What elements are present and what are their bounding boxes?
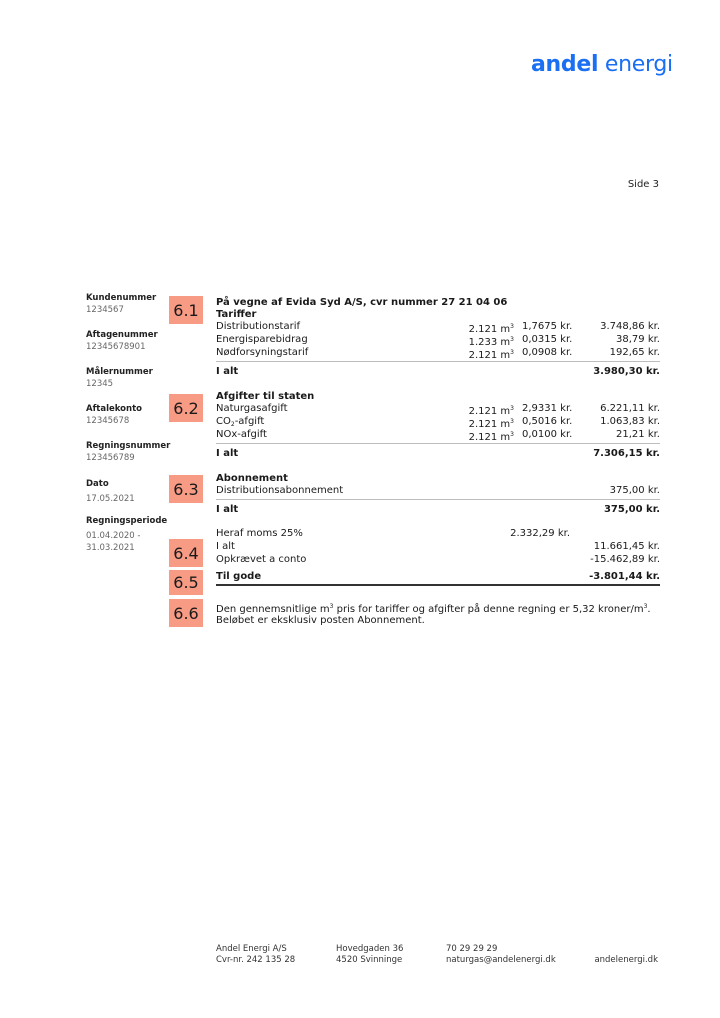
- footer-company: [216, 944, 295, 966]
- subtotal-amount: 3.980,30 kr.: [593, 366, 660, 377]
- item-quantity: 2.121 $m^3$: [468, 349, 514, 361]
- field-value: 12345678: [86, 416, 130, 426]
- footer-company-name: Andel Energi A/S: [216, 944, 287, 954]
- subtotal-label: I alt: [216, 504, 239, 515]
- section-badge-6-3: 6.3: [169, 475, 203, 503]
- section-badge-6-1: 6.1: [169, 296, 203, 324]
- balance-label: Til gode: [216, 571, 262, 582]
- meter-number-field: [86, 367, 166, 390]
- field-label: Aftagenummer: [86, 330, 158, 340]
- item-quantity: 2.121 $m^3$: [468, 418, 514, 430]
- field-value: 12345678901: [86, 342, 146, 352]
- item-quantity: 2.121 $m^3$: [468, 405, 514, 417]
- item-label: Distributionstarif: [216, 321, 301, 332]
- divider: [216, 499, 660, 500]
- item-label: $CO_2$-afgift: [216, 416, 265, 428]
- item-quantity: 1.233 $m^3$: [468, 336, 514, 348]
- footer-city: 4520 Svinninge: [336, 955, 403, 965]
- section1-subheading: Tariffer: [216, 309, 257, 320]
- delivery-number-field: [86, 330, 166, 353]
- field-label: Dato: [86, 479, 109, 489]
- item-unit-price: 2,9331 kr.: [522, 403, 573, 414]
- item-unit-price: 0,0100 kr.: [522, 429, 573, 440]
- item-unit-price: 1,7675 kr.: [522, 321, 573, 332]
- line-item-row: [216, 415, 660, 428]
- item-unit-price: 0,5016 kr.: [522, 416, 573, 427]
- divider: [216, 443, 660, 444]
- section-badge-6-5: 6.5: [169, 570, 203, 595]
- line-item-row: [216, 333, 660, 346]
- field-value: 123456789: [86, 453, 135, 463]
- item-amount: 192,65 kr.: [609, 347, 660, 358]
- field-value-2: 31.03.2021: [86, 543, 135, 553]
- footer-phone: 70 29 29 29: [446, 944, 498, 954]
- field-label: Kundenummer: [86, 293, 157, 303]
- footer-address: [336, 944, 403, 966]
- footer-email[interactable]: naturgas@andelenergi.dk: [446, 955, 556, 965]
- billing-period-field: [86, 516, 166, 554]
- grand-total-label: I alt: [216, 541, 235, 552]
- grand-total-amount: 11.661,45 kr.: [593, 541, 660, 552]
- logo-light-text: energi: [598, 52, 673, 77]
- item-label: Naturgasafgift: [216, 403, 288, 414]
- line-item-row: [216, 320, 660, 333]
- item-amount: 375,00 kr.: [609, 485, 660, 496]
- balance-divider: [216, 584, 660, 586]
- note-line-2: Beløbet er eksklusiv posten Abonnement.: [216, 615, 425, 626]
- item-quantity: 2.121 $m^3$: [468, 323, 514, 335]
- item-quantity: 2.121 $m^3$: [468, 431, 514, 443]
- vat-label: Heraf moms 25%: [216, 528, 303, 539]
- line-item-row: [216, 346, 660, 359]
- andel-energi-logo: [531, 52, 673, 77]
- footer-street: Hovedgaden 36: [336, 944, 404, 954]
- aconto-amount: -15.462,89 kr.: [590, 554, 660, 565]
- note-line-1: Den gennemsnitlige $m^3$ pris for tariffer og afgifter på denne regning er 5,32 kroner/$m^3$.: [216, 603, 651, 615]
- line-item-row: [216, 484, 660, 497]
- field-label: Regningsperiode: [86, 516, 168, 526]
- invoice-number-field: [86, 441, 171, 464]
- footer-website[interactable]: andelenergi.dk: [594, 955, 658, 965]
- subtotal-label: I alt: [216, 366, 239, 377]
- section3-heading: Abonnement: [216, 473, 288, 484]
- section2-heading: Afgifter til staten: [216, 391, 315, 402]
- field-value: 17.05.2021: [86, 494, 135, 504]
- page-number: Side 3: [627, 179, 659, 190]
- subtotal-label: I alt: [216, 448, 239, 459]
- field-label: Regningsnummer: [86, 441, 171, 451]
- customer-number-field: [86, 293, 166, 316]
- agreement-account-field: [86, 404, 166, 427]
- field-label: Aftalekonto: [86, 404, 142, 414]
- average-price-note: [216, 601, 651, 626]
- line-item-row: [216, 428, 660, 441]
- footer-cvr: Cvr-nr. 242 135 28: [216, 955, 296, 965]
- section-badge-6-4: 6.4: [169, 539, 203, 567]
- subtotal-row: [216, 503, 660, 516]
- section-badge-6-2: 6.2: [169, 394, 203, 422]
- footer-contact: [446, 944, 556, 966]
- vat-row: [216, 527, 660, 540]
- item-unit-price: 0,0315 kr.: [522, 334, 573, 345]
- date-field: [86, 479, 166, 505]
- vat-amount: 2.332,29 kr.: [510, 528, 570, 539]
- subtotal-row: [216, 447, 660, 460]
- item-amount: 6.221,11 kr.: [600, 403, 660, 414]
- item-label: Nødforsyningstarif: [216, 347, 309, 358]
- subtotal-row: [216, 365, 660, 378]
- item-amount: 21,21 kr.: [616, 429, 660, 440]
- grand-total-row: [216, 540, 660, 553]
- subtotal-amount: 375,00 kr.: [603, 504, 660, 515]
- section-badge-6-6: 6.6: [169, 599, 203, 627]
- line-item-row: [216, 402, 660, 415]
- aconto-row: [216, 553, 660, 566]
- item-amount: 38,79 kr.: [616, 334, 660, 345]
- divider: [216, 361, 660, 362]
- item-unit-price: 0,0908 kr.: [522, 347, 573, 358]
- item-label: NOx-afgift: [216, 429, 267, 440]
- field-value: 12345: [86, 379, 114, 389]
- item-label: Energisparebidrag: [216, 334, 308, 345]
- balance-amount: -3.801,44 kr.: [589, 571, 660, 582]
- field-value: 01.04.2020 -: [86, 531, 141, 541]
- section1-heading: På vegne af Evida Syd A/S, cvr nummer 27 21 04 06: [216, 297, 508, 308]
- item-amount: 3.748,86 kr.: [600, 321, 660, 332]
- item-amount: 1.063,83 kr.: [600, 416, 660, 427]
- balance-row: [216, 570, 660, 583]
- item-label: Distributionsabonnement: [216, 485, 344, 496]
- field-value: 1234567: [86, 305, 124, 315]
- field-label: Målernummer: [86, 367, 153, 377]
- aconto-label: Opkrævet a conto: [216, 554, 307, 565]
- subtotal-amount: 7.306,15 kr.: [593, 448, 660, 459]
- logo-bold-text: andel: [531, 52, 599, 77]
